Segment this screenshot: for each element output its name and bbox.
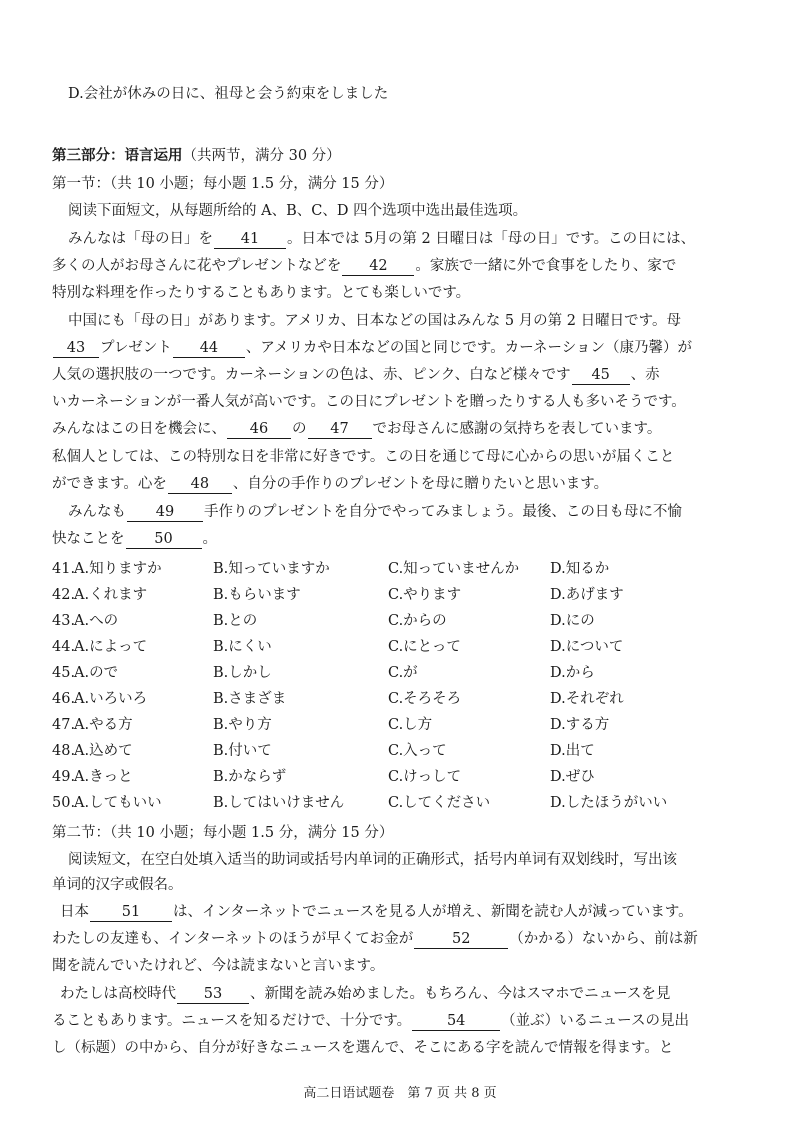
passage-text: ることもあります。ニュースを知るだけで、十分です。 [52,1013,412,1029]
passage-text: 、自分の手作りのプレゼントを母に贈りたいと思います。 [232,476,609,492]
option-d[interactable]: D.ぜひ [550,769,595,785]
option-b[interactable]: B.知っていますか [213,561,330,577]
passage-text: 。 [202,531,217,547]
option-d[interactable]: D.について [550,639,624,655]
section2-instruction-line2: 单词的汉字或假名。 [52,877,183,893]
passage6-line2 [52,1011,689,1031]
passage-text: わたしは高校時代 [60,986,176,1002]
blank-54: 54 [412,1012,500,1031]
passage-text: プレゼント [100,340,172,356]
passage2-line4: いカーネーションが一番人気が高いです。この日にプレゼントを贈ったりする人も多いそうです。 [52,394,686,410]
blank-51: 51 [90,903,172,922]
passage3-line1: 私個人としては、この特別な日を非常に好きです。この日を通じて母に心からの思いが届くこと [52,449,675,465]
passage6-line1 [60,984,670,1004]
blank-46: 46 [227,420,291,439]
option-d[interactable]: D.あげます [550,587,624,603]
option-c[interactable]: C.そろそろ [388,691,462,707]
option-c[interactable]: C.知っていませんか [388,561,520,577]
option-a[interactable]: A.込めて [74,743,133,759]
passage2-line3 [52,365,660,385]
option-a[interactable]: A.知りますか [74,561,162,577]
question-number: 48. [52,743,76,759]
option-c[interactable]: C.けっして [388,769,462,785]
option-a[interactable]: A.くれます [74,587,148,603]
option-b[interactable]: B.やり方 [213,717,272,733]
option-c[interactable]: C.やります [388,587,462,603]
question-number: 43. [52,613,76,629]
passage1-line2 [52,256,676,276]
question-number: 49. [52,769,76,785]
passage3-line2 [52,474,608,494]
option-c[interactable]: C.してください [388,795,491,811]
blank-48: 48 [168,475,232,494]
blank-53: 53 [177,985,249,1004]
passage-text: は、インターネットでニュースを見る人が増え、新聞を読む人が減っています。 [173,904,693,920]
option-row-44 [52,634,752,660]
option-row-47 [52,712,752,738]
blank-42: 42 [342,257,414,276]
option-a[interactable]: A.によって [74,639,148,655]
passage-text: 。家族で一緒に外で食事をしたり、家で [415,258,677,274]
option-row-45 [52,660,752,686]
page-footer: 高二日语试题卷 第 7 页 共 8 页 [303,1086,497,1101]
passage-text: 、赤 [630,367,660,383]
option-b[interactable]: B.しかし [213,665,272,681]
blank-43: 43 [53,339,99,358]
question-number: 50. [52,795,76,811]
option-c[interactable]: C.にとって [388,639,461,655]
section2-header: 第二节：（共 10 小题；每小题 1.5 分，满分 15 分） [52,825,394,841]
passage-text: みんなは「母の日」を [68,231,213,247]
option-row-41 [52,556,752,582]
passage-text: （並ぶ）いるニュースの見出 [501,1013,689,1029]
blank-49: 49 [127,503,203,522]
question-number: 45. [52,665,76,681]
part3-heading [52,146,341,166]
passage-text: ができます。心を [52,476,167,492]
passage6-line3: し（标题）の中から、自分が好きなニュースを選んで、そこにある字を読んで情報を得ます。と [52,1040,674,1056]
question-number: 46. [52,691,76,707]
option-a[interactable]: A.してもいい [74,795,162,811]
option-b[interactable]: B.との [213,613,258,629]
option-row-49 [52,764,752,790]
option-a[interactable]: A.ので [74,665,119,681]
passage2-line5 [52,419,661,439]
option-b[interactable]: B.してはいけません [213,795,345,811]
option-d[interactable]: D.出て [550,743,595,759]
option-c[interactable]: C.し方 [388,717,433,733]
option-b[interactable]: B.付いて [213,743,272,759]
blank-50: 50 [126,530,202,549]
passage1-line1 [68,229,695,249]
passage-text: 。日本では 5月の第 2 日曜日は「母の日」です。この日には、 [287,231,696,247]
passage-text: みんなはこの日を機会に、 [52,421,226,437]
passage1-line3: 特別な料理を作ったりすることもあります。とても楽しいです。 [52,285,471,301]
passage5-line3: 聞を読んでいたけれど、今は読まないと言います。 [52,958,385,974]
option-c[interactable]: C.が [388,665,418,681]
option-c[interactable]: C.からの [388,613,447,629]
passage5-line2 [52,929,698,949]
option-a[interactable]: A.きっと [74,769,133,785]
option-row-50 [52,790,752,816]
option-row-48 [52,738,752,764]
section1-header: 第一节：（共 10 小题；每小题 1.5 分，满分 15 分） [52,176,394,192]
passage-text: 、新聞を読み始めました。もちろん、今はスマホでニュースを見 [250,986,671,1002]
passage-text: 、アメリカや日本などの国と同じです。カーネーション（康乃馨）が [245,340,692,356]
option-a[interactable]: A.いろいろ [74,691,148,707]
section1-instruction: 阅读下面短文，从每题所给的 A、B、C、D 四个选项中选出最佳选项。 [68,203,528,219]
passage4-line2 [52,529,217,549]
option-d[interactable]: D.それぞれ [550,691,624,707]
part3-heading-note: （共两节，满分 30 分） [182,148,341,164]
passage-text: 人気の選択肢の一つです。カーネーションの色は、赤、ピンク、白など様々です [52,367,571,383]
passage2-line1: 中国にも「母の日」があります。アメリカ、日本などの国はみんな 5 月の第 2 日曜日です。母 [68,313,681,329]
option-b[interactable]: B.にくい [213,639,272,655]
question-number: 44. [52,639,76,655]
option-a[interactable]: A.への [74,613,119,629]
passage-text: 多くの人がお母さんに花やプレゼントなどを [52,258,342,274]
passage-text: （かかる）ないから、前は新 [509,931,698,947]
option-d[interactable]: D.したほうがいい [550,795,668,811]
passage5-line1 [60,902,693,922]
question-number: 42. [52,587,76,603]
passage-text: 手作りのプレゼントを自分でやってみましょう。最後、この日も母に不愉 [204,504,682,520]
passage-text: 日本 [60,904,89,920]
passage-text: の [292,421,307,437]
option-a[interactable]: A.やる方 [74,717,133,733]
option-b[interactable]: B.かならず [213,769,287,785]
option-d[interactable]: D.から [550,665,595,681]
part3-heading-title: 第三部分：语言运用 [52,147,183,164]
option-d[interactable]: D.する方 [550,717,610,733]
prev-option-d: D.会社が休みの日に、祖母と会う約束をしました [68,86,389,102]
option-d[interactable]: D.にの [550,613,595,629]
option-d[interactable]: D.知るか [550,561,610,577]
option-row-46 [52,686,752,712]
section2-instruction-line1: 阅读短文，在空白处填入适当的助词或括号内单词的正确形式，括号内单词有双划线时，写出该 [68,852,677,868]
option-b[interactable]: B.もらいます [213,587,301,603]
question-number: 41. [52,561,76,577]
blank-41: 41 [214,230,286,249]
option-row-42 [52,582,752,608]
passage2-line2 [52,338,692,358]
option-c[interactable]: C.入って [388,743,447,759]
passage-text: でお母さんに感謝の気持ちを表しています。 [372,421,662,437]
option-b[interactable]: B.さまざま [213,691,287,707]
passage-text: みんなも [68,504,126,520]
passage-text: 快なことを [52,531,125,547]
passage4-line1 [68,502,682,522]
blank-47: 47 [308,420,372,439]
option-row-43 [52,608,752,634]
question-number: 47. [52,717,76,733]
blank-45: 45 [572,366,630,385]
blank-52: 52 [414,930,508,949]
blank-44: 44 [173,339,245,358]
passage-text: わたしの友達も、インターネットのほうが早くてお金が [52,931,414,947]
